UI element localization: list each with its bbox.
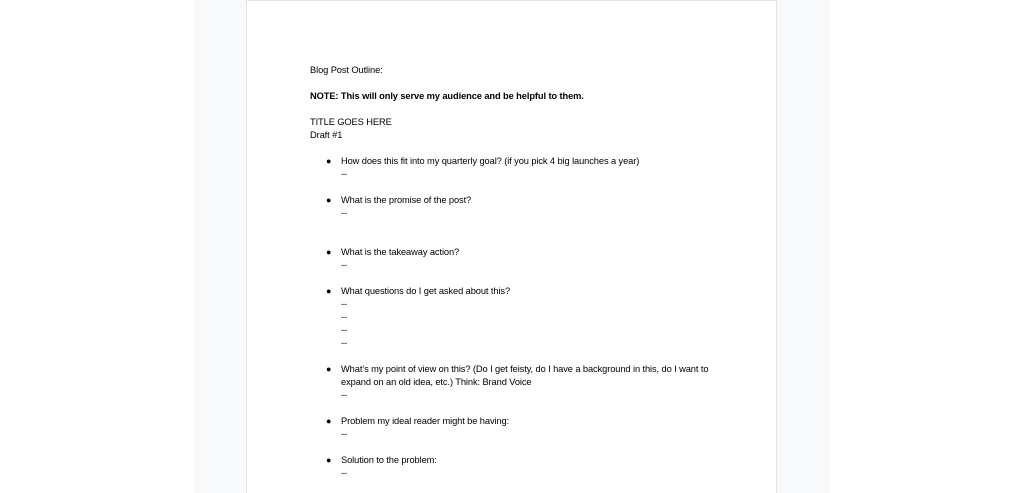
note-text: NOTE: This will only serve my audience and be helpful to them. bbox=[310, 91, 584, 101]
answer-placeholder: -- bbox=[341, 468, 347, 478]
answer-placeholder: -- bbox=[341, 208, 347, 218]
answer-placeholder: -- bbox=[341, 429, 347, 439]
list-item bbox=[310, 246, 730, 259]
document-body[interactable] bbox=[310, 64, 730, 480]
blank-line bbox=[310, 272, 730, 285]
answer-placeholder: -- bbox=[341, 260, 347, 270]
list-item bbox=[310, 155, 730, 168]
answer-placeholder: -- bbox=[341, 338, 347, 348]
list-item-text: How does this fit into my quarterly goal? (if you pick 4 big launches a year) bbox=[341, 156, 640, 166]
outline-heading: Blog Post Outline: bbox=[310, 65, 383, 75]
blank-line bbox=[310, 103, 730, 116]
bullet-icon: ● bbox=[326, 195, 332, 205]
answer-placeholder: -- bbox=[341, 390, 347, 400]
list-item bbox=[310, 363, 730, 389]
list-item bbox=[310, 194, 730, 207]
bullet-icon: ● bbox=[326, 364, 332, 374]
answer-placeholder: -- bbox=[341, 169, 347, 179]
bullet-icon: ● bbox=[326, 156, 332, 166]
blank-line bbox=[310, 350, 730, 363]
blank-line bbox=[310, 77, 730, 90]
answer-placeholder: -- bbox=[341, 312, 347, 322]
blank-line bbox=[310, 181, 730, 194]
answer-placeholder: -- bbox=[341, 325, 347, 335]
bullet-icon: ● bbox=[326, 416, 332, 426]
document-page[interactable] bbox=[247, 1, 776, 493]
list-item-text: What questions do I get asked about this? bbox=[341, 286, 511, 296]
blank-line bbox=[310, 441, 730, 454]
blank-line bbox=[310, 220, 730, 233]
blank-line bbox=[310, 402, 730, 415]
answer-placeholder: -- bbox=[341, 299, 347, 309]
list-item bbox=[310, 454, 730, 467]
list-item bbox=[310, 285, 730, 298]
bullet-icon: ● bbox=[326, 286, 332, 296]
draft-label: Draft #1 bbox=[310, 130, 343, 140]
bullet-icon: ● bbox=[326, 455, 332, 465]
list-item-text: Solution to the problem: bbox=[341, 455, 437, 465]
post-title: TITLE GOES HERE bbox=[310, 117, 392, 127]
list-item-text: Problem my ideal reader might be having: bbox=[341, 416, 510, 426]
list-item-text: What is the takeaway action? bbox=[341, 247, 460, 257]
blank-line bbox=[310, 142, 730, 155]
list-item-text: What is the promise of the post? bbox=[341, 195, 472, 205]
question-list bbox=[310, 155, 730, 480]
list-item bbox=[310, 415, 730, 428]
blank-line bbox=[310, 233, 730, 246]
bullet-icon: ● bbox=[326, 247, 332, 257]
list-item-text: What’s my point of view on this? (Do I get feisty, do I have a background in this, do I want to expand on an old idea, etc.) Think: Brand Voice bbox=[341, 364, 709, 387]
